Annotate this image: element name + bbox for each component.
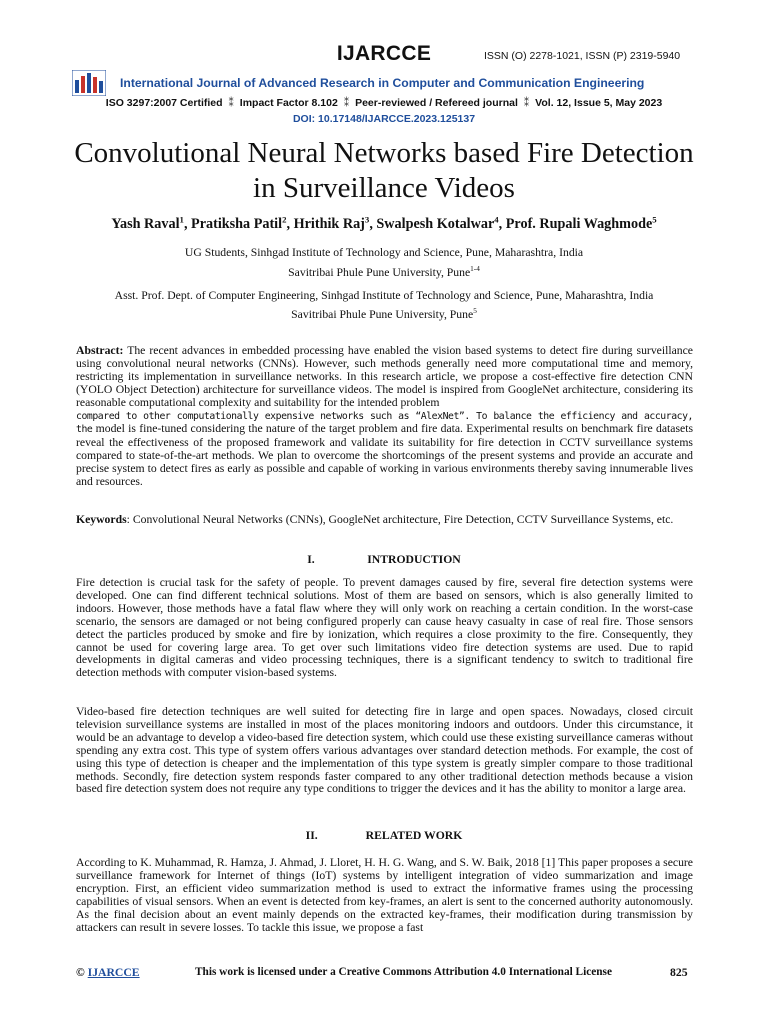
author-sup: 5 [652, 214, 657, 225]
intro-paragraph-1: Fire detection is crucial task for the safety of people. To prevent damages caused by fire, several fire detection systems were developed. One can find different technical solutions. Most of them are based on sensors, which is also generally limited to indoors. However, those methods have a fatal flaw where they will only work on reaching a certain condition. In the worst-case scenario, the sensors are damaged or not being configured properly can cause heavy casualty in case of real fire. Those sensors detect the particles produced by smoke and fire by ionization, which requires a close proximity to the fire. Consequently, they cannot be used for covering large area. To get over such limitations video fire detection systems are used. Due to rapid developments in digital cameras and video processing techniques, there is a significant tendency to switch to traditional fire detection methods with computer vision-based systems. [76, 576, 693, 680]
affiliation-students: UG Students, Sinhgad Institute of Technology and Science, Pune, Maharashtra, India [184, 246, 584, 259]
separator-icon: ⁑ [523, 97, 530, 109]
abstract-label: Abstract: [76, 344, 124, 357]
keywords [76, 514, 693, 527]
page-number: 825 [670, 966, 688, 979]
affiliation-sup: 1-4 [470, 265, 480, 274]
separator-icon: ⁑ [228, 97, 234, 109]
section-number: II. [305, 829, 318, 842]
abstract-text-mono: compared to other computationally expensive networks such as “AlexNet”. To balance the efficiency and accuracy, the [76, 410, 693, 436]
affiliation-professor: Asst. Prof. Dept. of Computer Engineering, Sinhgad Institute of Technology and Science, Pune, Maharashtra, India [114, 289, 654, 302]
footer-license: This work is licensed under a Creative Commons Attribution 4.0 International License [195, 966, 612, 978]
author-name: Pratiksha Patil [191, 216, 283, 232]
intro-paragraph-2: Video-based fire detection techniques are well suited for detecting fire in large and open spaces. Nowadays, closed circuit television surveillance systems are installed in most of the places monitoring indoors and outdoors. Under this circumstance, it would be an advantage to develop a video-based fire detection system, which could use these existing surveillance cameras without spending any extra cost. This type of system offers various advantages over standard detection methods. For example, the cost of using this type of detection is cheaper and the implementation of this type system is greatly simpler compare to those traditional methods. Secondly, fire detection system responds faster compared to any other traditional detection methods because a vision based fire detection system does not require any type conditions to trigger the devices and it has the ability to monitor a large area. [76, 705, 693, 796]
issn-line: ISSN (O) 2278-1021, ISSN (P) 2319-5940 [484, 50, 681, 62]
affiliation-sup: 5 [473, 307, 477, 316]
author-name: Hrithik Raj [293, 216, 365, 232]
affiliation-text: Savitribai Phule Pune University, Pune [291, 308, 474, 321]
author-sup: 2 [282, 214, 287, 225]
author-sup: 1 [179, 214, 184, 225]
keywords-text: : Convolutional Neural Networks (CNNs), GoogleNet architecture, Fire Detection, CCTV Surveillance Systems, etc. [126, 513, 674, 526]
separator-icon: ⁑ [343, 97, 350, 109]
impact-factor: Impact Factor 8.102 [239, 97, 338, 109]
section-number: I. [307, 553, 315, 566]
abstract [76, 345, 693, 489]
copyright-icon: © [76, 966, 85, 979]
related-work-paragraph-1: According to K. Muhammad, R. Hamza, J. Ahmad, J. Lloret, H. H. G. Wang, and S. W. Baik, 2018 [1] This paper proposes a secure surveillance framework for Internet of things (IoT) systems by intelligent integration of video summarization and image encryption. First, an efficient video summarization method is used to extract the informative frames using the processing capabilities of visual sensors. When an event is detected from key-frames, an alert is sent to the concerned authority autonomously. As the final decision about an event mainly depends on the extracted key-frames, their modification during transmission by attackers can result in severe losses. To tackle this issue, we propose a fast [76, 856, 693, 934]
journal-short-name: IJARCCE [336, 42, 432, 65]
affiliation-text: Savitribai Phule Pune University, Pune [288, 266, 471, 279]
affiliation-university-2 [0, 308, 768, 321]
affiliation-university-1 [0, 266, 768, 279]
review-status: Peer-reviewed / Refereed journal [355, 97, 518, 109]
author-name: Swalpesh Kotalwar [376, 216, 495, 232]
footer-copyright [76, 966, 140, 979]
abstract-text: The recent advances in embedded processing have enabled the vision based systems to detect fire during surveillance using convolutional neural networks (CNNs). However, such methods generally need more computational time and memory, restricting its implementation in surveillance networks. In this research article, we propose a cost-effective fire detection CNN (YOLO Object Detection) architecture for surveillance videos. The model is inspired from GoogleNet architecture, considering its reasonable computational complexity and suitability for the intended problem [76, 344, 693, 409]
keywords-label: Keywords [76, 513, 127, 526]
section-title: INTRODUCTION [367, 553, 461, 566]
journal-full-name: International Journal of Advanced Research in Computer and Communication Engineering [120, 76, 645, 90]
abstract-text: model is fine-tuned considering the nature of the target problem and fire data. Experimental results on benchmark fire datasets reveal the effectiveness of the proposed framework and validate its suitability for fire detection in CCTV surveillance systems compared to state-of-the-art methods. We plan to overcome the shortcomings of the present systems and provide an accurate and precise system to detect fires as early as possible and capable of working in various environments thereby saving innumerable lives and resources. [76, 422, 694, 489]
section-heading-introduction [0, 553, 768, 566]
footer-journal-link[interactable]: IJARCCE [87, 966, 140, 979]
volume-issue: Vol. 12, Issue 5, May 2023 [535, 97, 663, 109]
author-name: Yash Raval [111, 216, 180, 232]
author-sup: 3 [364, 214, 370, 225]
cert-text: ISO 3297:2007 Certified [105, 97, 223, 109]
section-heading-related-work [0, 829, 768, 842]
author-sup: 4 [494, 214, 499, 225]
journal-logo-icon [72, 70, 106, 96]
section-title: RELATED WORK [365, 829, 463, 842]
doi-link[interactable]: DOI: 10.17148/IJARCCE.2023.125137 [292, 113, 476, 125]
paper-title: Convolutional Neural Networks based Fire Detection in Surveillance Videos [74, 137, 694, 204]
certification-line [0, 97, 768, 109]
author-name: Prof. Rupali Waghmode [505, 216, 653, 232]
author-list: Yash Raval$^1$, Pratiksha Patil$^2$, Hrithik Raj$^3$, Swalpesh Kotalwar$^4$, Prof. Rupali Waghmode$^5$ [111, 214, 657, 232]
